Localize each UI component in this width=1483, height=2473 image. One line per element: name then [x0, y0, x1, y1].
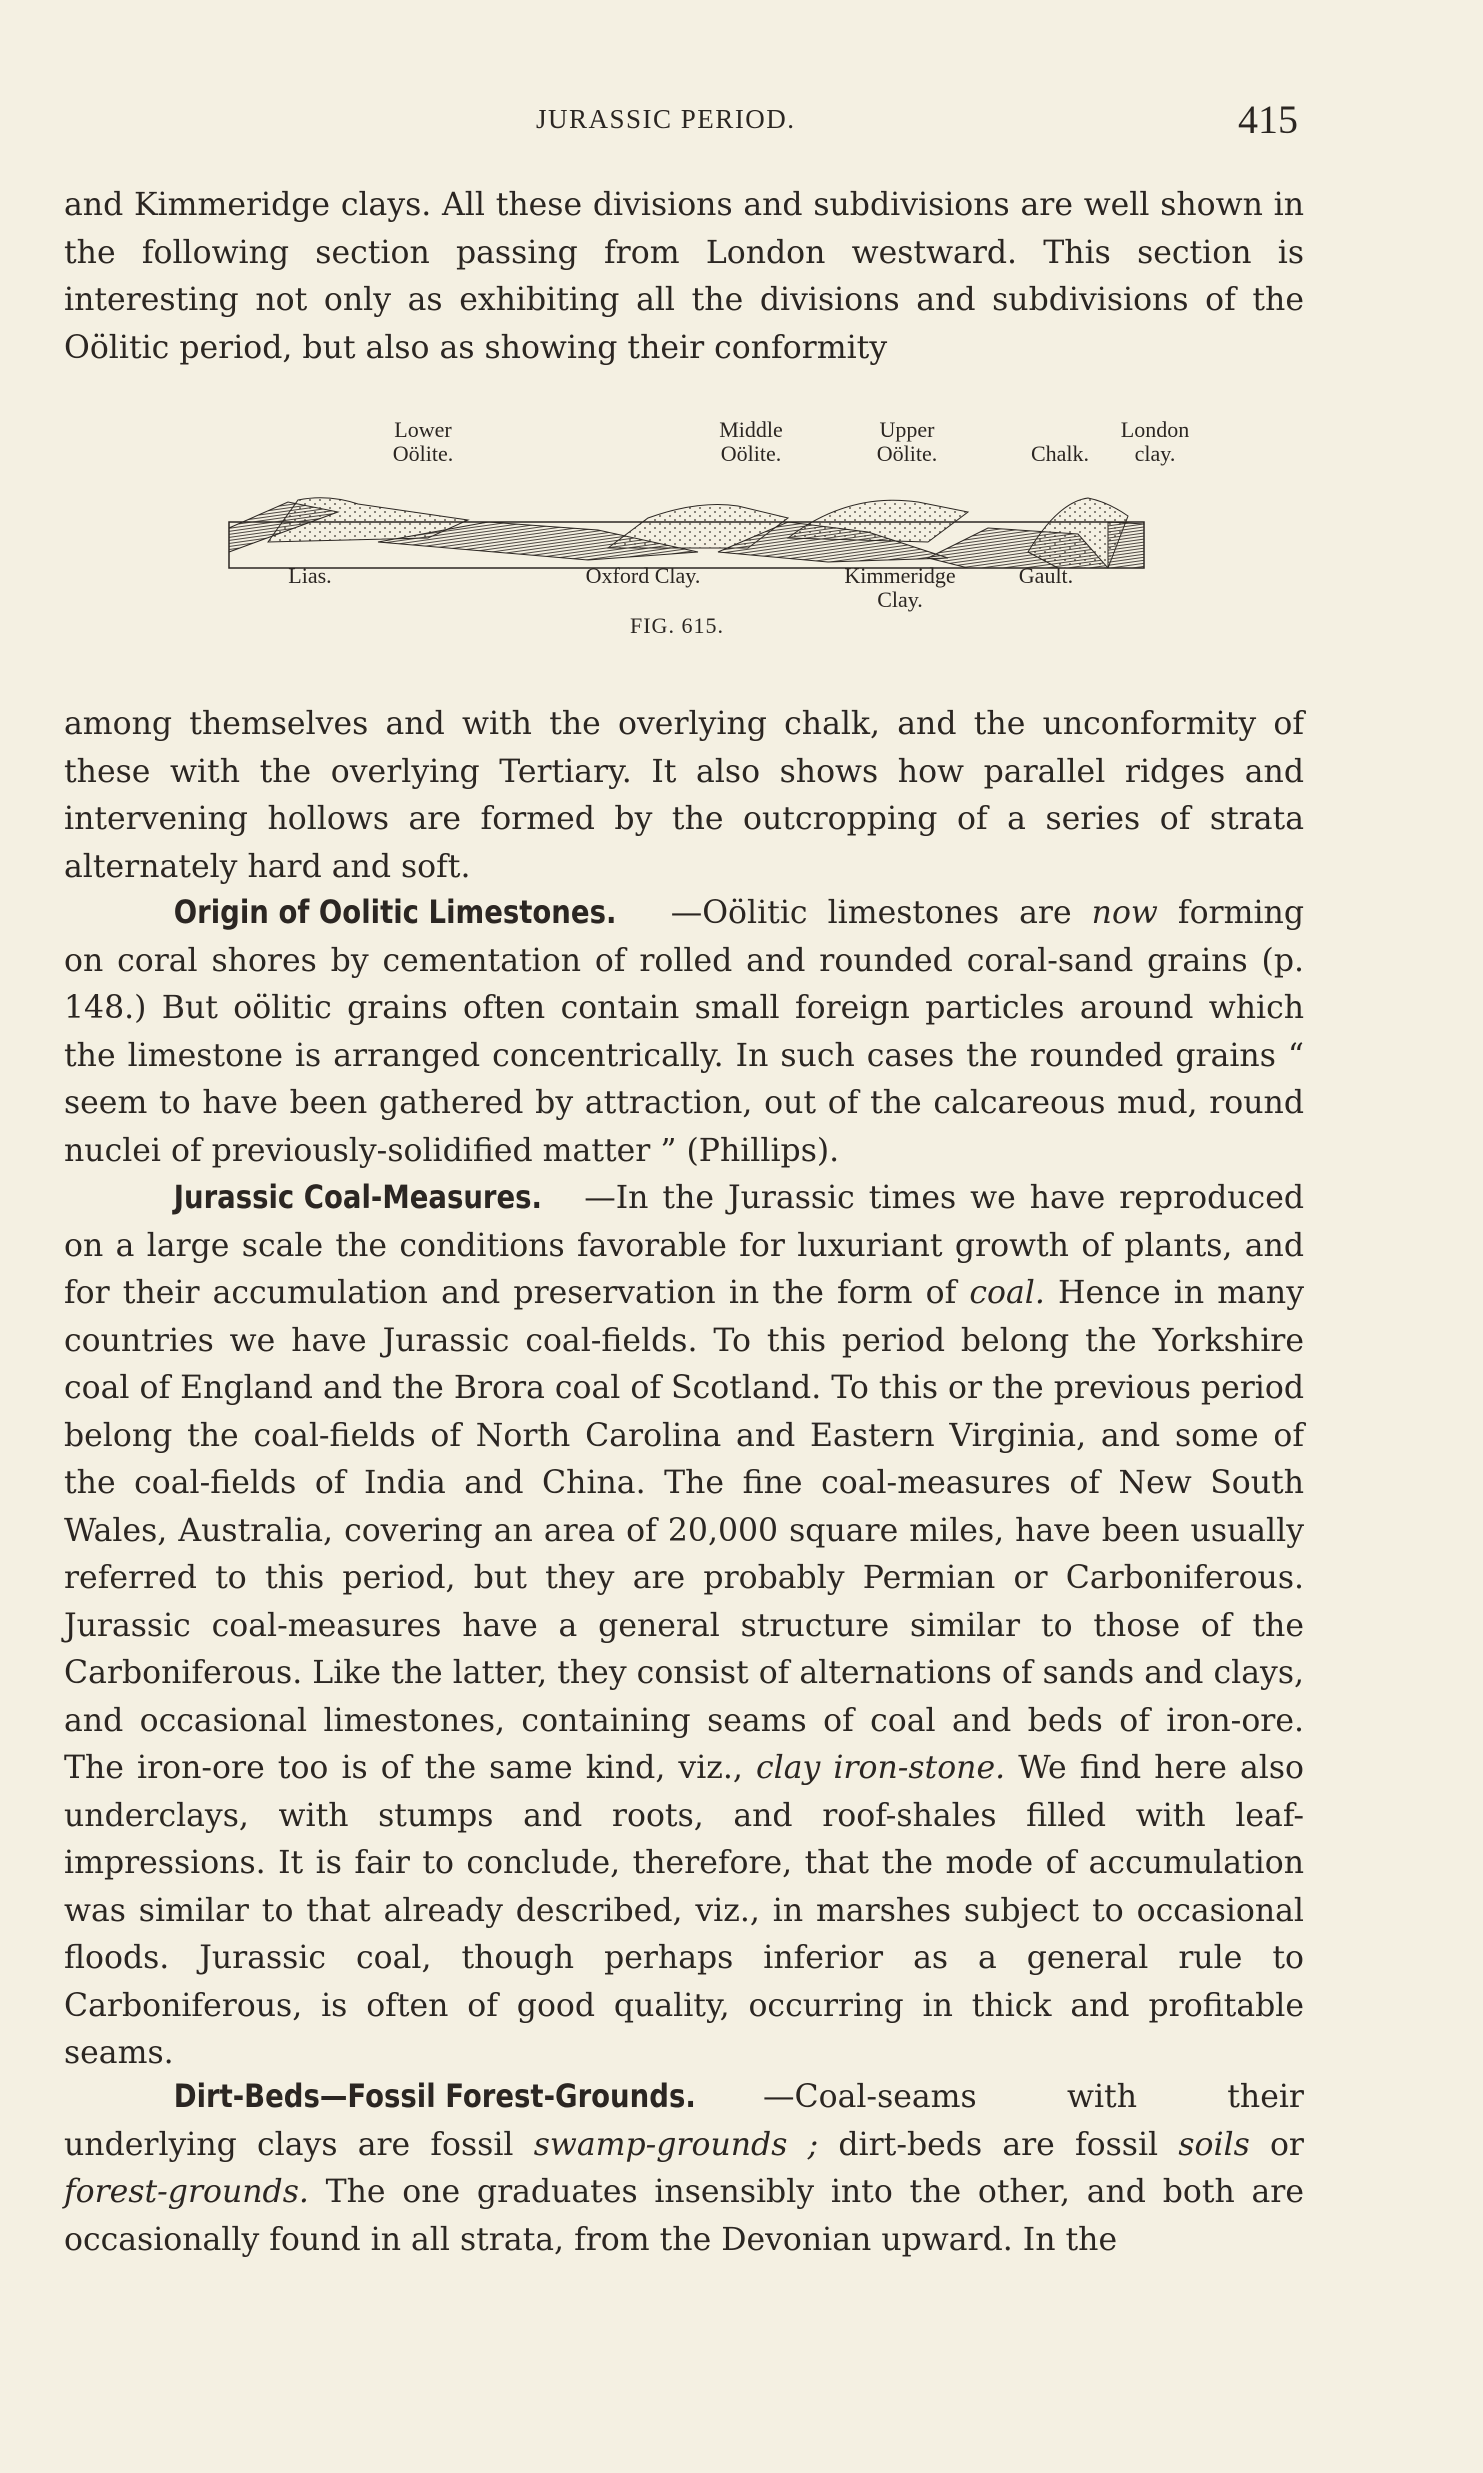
section-heading: Jurassic Coal-Measures. — [173, 1178, 542, 1216]
label-chalk: Chalk. — [1030, 441, 1090, 466]
running-title: JURASSIC PERIOD. — [536, 104, 796, 134]
section-heading: Dirt-Beds—Fossil Forest-Grounds. — [173, 2077, 696, 2115]
running-head — [0, 96, 1483, 146]
label-oxford-clay: Oxford Clay. — [585, 563, 701, 588]
geologic-section-figure — [0, 410, 1483, 650]
label-kimmeridge-clay: Kimmeridge Clay. — [844, 563, 956, 612]
page-number: 415 — [1238, 97, 1298, 142]
paragraph-coal-measures: Jurassic Coal-Measures. —In the Jurassic times we have reproduced on a large scale the conditions favorable for luxuriant growth of plants, and for their accumulation and preservation in the form of coal. Hence in many countries we have Jurassic coal-fields. To this period belong the Yorkshire coal of England and the Brora coal of Scotland. To this or the previous period belong the coal-fields of North Carolina and Eastern Virginia, and some of the coal-fields of India and China. The fine coal-measures of New South Wales, Australia, covering an area of 20,000 square miles, have been usually referred to this period, but they are probably Permian or Carboniferous. Jurassic coal-measures have a general structure similar to those of the Carboniferous. Like the latter, they consist of alternations of sands and clays, and occasional limestones, containing seams of coal and beds of iron-ore. The iron-ore too is of the same kind, viz., clay iron-stone. We find here also underclays, with stumps and roots, and roof-shales filled with leaf-impressions. It is fair to conclude, therefore, that the mode of accumulation was similar to that already described, viz., in marshes subject to occasional floods. Jurassic coal, though perhaps inferior as a general rule to Carboniferous, is often of good quality, occurring in thick and profitable seams. — [64, 1174, 1304, 2078]
label-upper-oolite: Upper Oölite. — [876, 417, 938, 466]
label-london-clay: London clay. — [1120, 417, 1190, 466]
label-lias: Lias. — [288, 563, 332, 588]
label-gault: Gault. — [1018, 563, 1074, 588]
paragraph-conformity: among themselves and with the overlying chalk, and the unconformity of these with the overlying Tertiary. It also shows how parallel ridges and intervening hollows are formed by the outcropping of a series of strata alternately hard and soft. — [64, 706, 1304, 885]
paragraph-oolitic-limestones: Origin of Oolitic Limestones. —Oölitic limestones are now forming on coral shores by cementation of rolled and rounded coral-sand grains (p. 148.) But oölitic grains often contain small foreign particles around which the limestone is arranged concentrically. In such cases the rounded grains “ seem to have been gathered by attraction, out of the calcareous mud, round nuclei of previously-solidified matter ” (Phillips). — [64, 889, 1304, 1175]
label-middle-oolite: Middle Oölite. — [719, 417, 783, 466]
label-lower-oolite: Lower Oölite. — [392, 417, 454, 466]
figure-caption: FIG. 615. — [630, 613, 724, 638]
section-heading: Origin of Oolitic Limestones. — [173, 893, 617, 931]
paragraph-dirt-beds: Dirt-Beds—Fossil Forest-Grounds. —Coal-seams with their underlying clays are fossil swamp-grounds ; dirt-beds are fossil soils or forest-grounds. The one graduates insensibly into the other, and both are occasionally found in all strata, from the Devonian upward. In the — [64, 2073, 1304, 2264]
paragraph-intro: and Kimmeridge clays. All these divisions and subdivisions are well shown in the following section passing from London westward. This section is interesting not only as exhibiting all the divisions and subdivisions of the Oölitic period, but also as showing their conformity — [64, 187, 1304, 366]
section-diagram — [228, 482, 1148, 572]
